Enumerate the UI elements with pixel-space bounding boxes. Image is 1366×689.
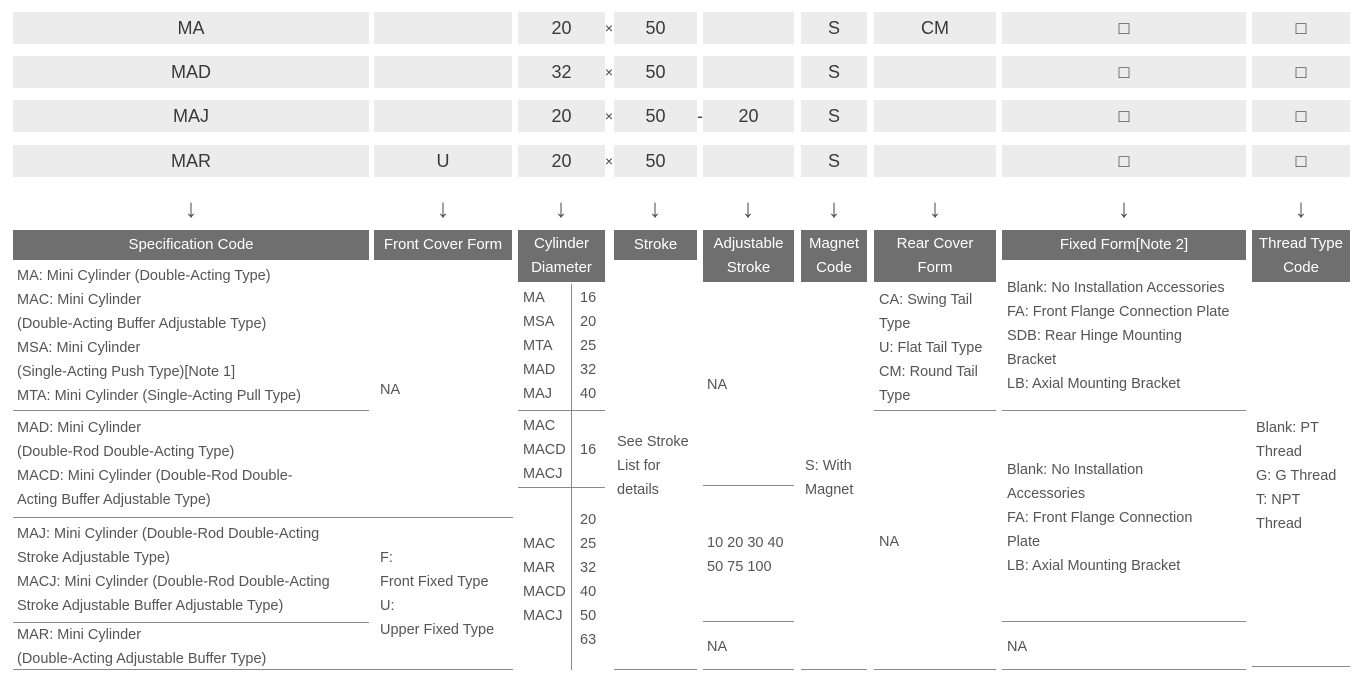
diameter-cell: 20 [518,12,605,44]
adjustable-na-2: NA [707,639,728,655]
rear-cover-cell [874,100,996,132]
header-rear-cover-form: Rear Cover Form [874,230,996,282]
spec-group-3: MAJ: Mini Cylinder (Double-Rod Double-Acting Stroke Adjustable Type) MACJ: Mini Cylinder (Double-Rod Double-Acting Stroke Adjustable Buffer Adjustable Type) [17,526,330,614]
fixed-form-na: NA [1007,639,1028,655]
divider [703,669,794,670]
diameter-sizes-3: 20 25 32 40 50 63 [580,512,597,648]
front-cover-cell: U [374,145,512,177]
divider [13,517,513,518]
diameter-cell: 20 [518,100,605,132]
fixed-form-cell: □ [1002,56,1246,88]
rear-cover-na: NA [879,534,900,550]
spec-code-cell: MAD [13,56,369,88]
adjustable-stroke-cell [703,145,794,177]
times-sign: × [604,64,614,80]
fixed-form-cell: □ [1002,12,1246,44]
header-stroke: Stroke [614,230,697,260]
spec-group-4: MAR: Mini Cylinder (Double-Acting Adjustable Buffer Type) [17,627,267,667]
stroke-cell: 50 [614,12,697,44]
thread-type-cell: □ [1252,100,1350,132]
stroke-cell: 50 [614,100,697,132]
divider [518,410,605,411]
header-magnet-code: Magnet Code [801,230,867,282]
spec-group-1: MA: Mini Cylinder (Double-Acting Type) MAC: Mini Cylinder (Double-Acting Buffer Adjustable Type) MSA: Mini Cylinder (Single-Acting Push Type)[Note 1] MTA: Mini Cylinder (Single-Acting Pull Type) [17,268,301,404]
times-sign: × [604,108,614,124]
magnet-code-cell: S [801,12,867,44]
divider [13,410,369,411]
spec-code-cell: MA [13,12,369,44]
spec-code-cell: MAJ [13,100,369,132]
down-arrow-icon: ↓ [928,193,942,223]
divider [703,621,794,622]
divider [703,485,794,486]
magnet-code-cell: S [801,145,867,177]
divider [1002,410,1246,411]
divider [874,410,996,411]
diameter-cell: 32 [518,56,605,88]
thread-type-cell: □ [1252,12,1350,44]
down-arrow-icon: ↓ [436,193,450,223]
diameter-vertical-divider [571,284,572,670]
front-cover-options: F: Front Fixed Type U: Upper Fixed Type [380,550,495,638]
thread-type-cell: □ [1252,56,1350,88]
down-arrow-icon: ↓ [554,193,568,223]
front-cover-na: NA [380,382,401,398]
thread-type-options: Blank: PT Thread G: G Thread T: NPT Thread [1256,420,1337,532]
diameter-cell: 20 [518,145,605,177]
down-arrow-icon: ↓ [827,193,841,223]
divider [518,487,605,488]
adjustable-stroke-cell: 20 [703,100,794,132]
diameter-models-1: MA MSA MTA MAD MAJ [523,290,556,402]
magnet-code-cell: S [801,100,867,132]
header-fixed-form: Fixed Form[Note 2] [1002,230,1246,260]
spec-group-2: MAD: Mini Cylinder (Double-Rod Double-Acting Type) MACD: Mini Cylinder (Double-Rod Double- Acting Buffer Adjustable Type) [17,420,293,508]
fixed-form-cell: □ [1002,145,1246,177]
times-sign: × [604,153,614,169]
times-sign: × [604,20,614,36]
stroke-note: See Stroke List for details [617,434,689,498]
adjustable-stroke-cell [703,56,794,88]
rear-cover-cell [874,145,996,177]
adjustable-values: 10 20 30 40 50 75 100 [707,535,784,575]
divider [1002,669,1246,670]
down-arrow-icon: ↓ [741,193,755,223]
spec-code-cell: MAR [13,145,369,177]
dash-sign: - [697,105,703,126]
divider [1002,621,1246,622]
adjustable-na-1: NA [707,377,728,393]
header-specification-code: Specification Code [13,230,369,260]
front-cover-cell [374,12,512,44]
front-cover-cell [374,56,512,88]
header-adjustable-stroke: Adjustable Stroke [703,230,794,282]
diameter-models-2: MAC MACD MACJ [523,418,566,482]
rear-cover-cell: CM [874,12,996,44]
magnet-code-option: S: With Magnet [805,458,854,498]
thread-type-cell: □ [1252,145,1350,177]
header-front-cover-form: Front Cover Form [374,230,512,260]
diameter-sizes-2: 16 [580,442,597,458]
divider [801,669,867,670]
diameter-models-3: MAC MAR MACD MACJ [523,536,566,624]
front-cover-cell [374,100,512,132]
divider [13,669,513,670]
stroke-cell: 50 [614,145,697,177]
adjustable-stroke-cell [703,12,794,44]
fixed-form-group-2: Blank: No Installation Accessories FA: Front Flange Connection Plate LB: Axial Mounting Bracket [1007,462,1193,574]
divider [1252,666,1350,667]
diameter-sizes-1: 16 20 25 32 40 [580,290,597,402]
divider [614,669,697,670]
stroke-cell: 50 [614,56,697,88]
down-arrow-icon: ↓ [648,193,662,223]
rear-cover-cell [874,56,996,88]
down-arrow-icon: ↓ [184,193,198,223]
divider [874,669,996,670]
rear-cover-options: CA: Swing Tail Type U: Flat Tail Type CM: Round Tail Type [879,292,983,404]
magnet-code-cell: S [801,56,867,88]
header-cylinder-diameter: Cylinder Diameter [518,230,605,282]
fixed-form-group-1: Blank: No Installation Accessories FA: Front Flange Connection Plate SDB: Rear Hinge Mounting Bracket LB: Axial Mounting Bracket [1007,280,1230,392]
header-thread-type-code: Thread Type Code [1252,230,1350,282]
down-arrow-icon: ↓ [1117,193,1131,223]
down-arrow-icon: ↓ [1294,193,1308,223]
fixed-form-cell: □ [1002,100,1246,132]
